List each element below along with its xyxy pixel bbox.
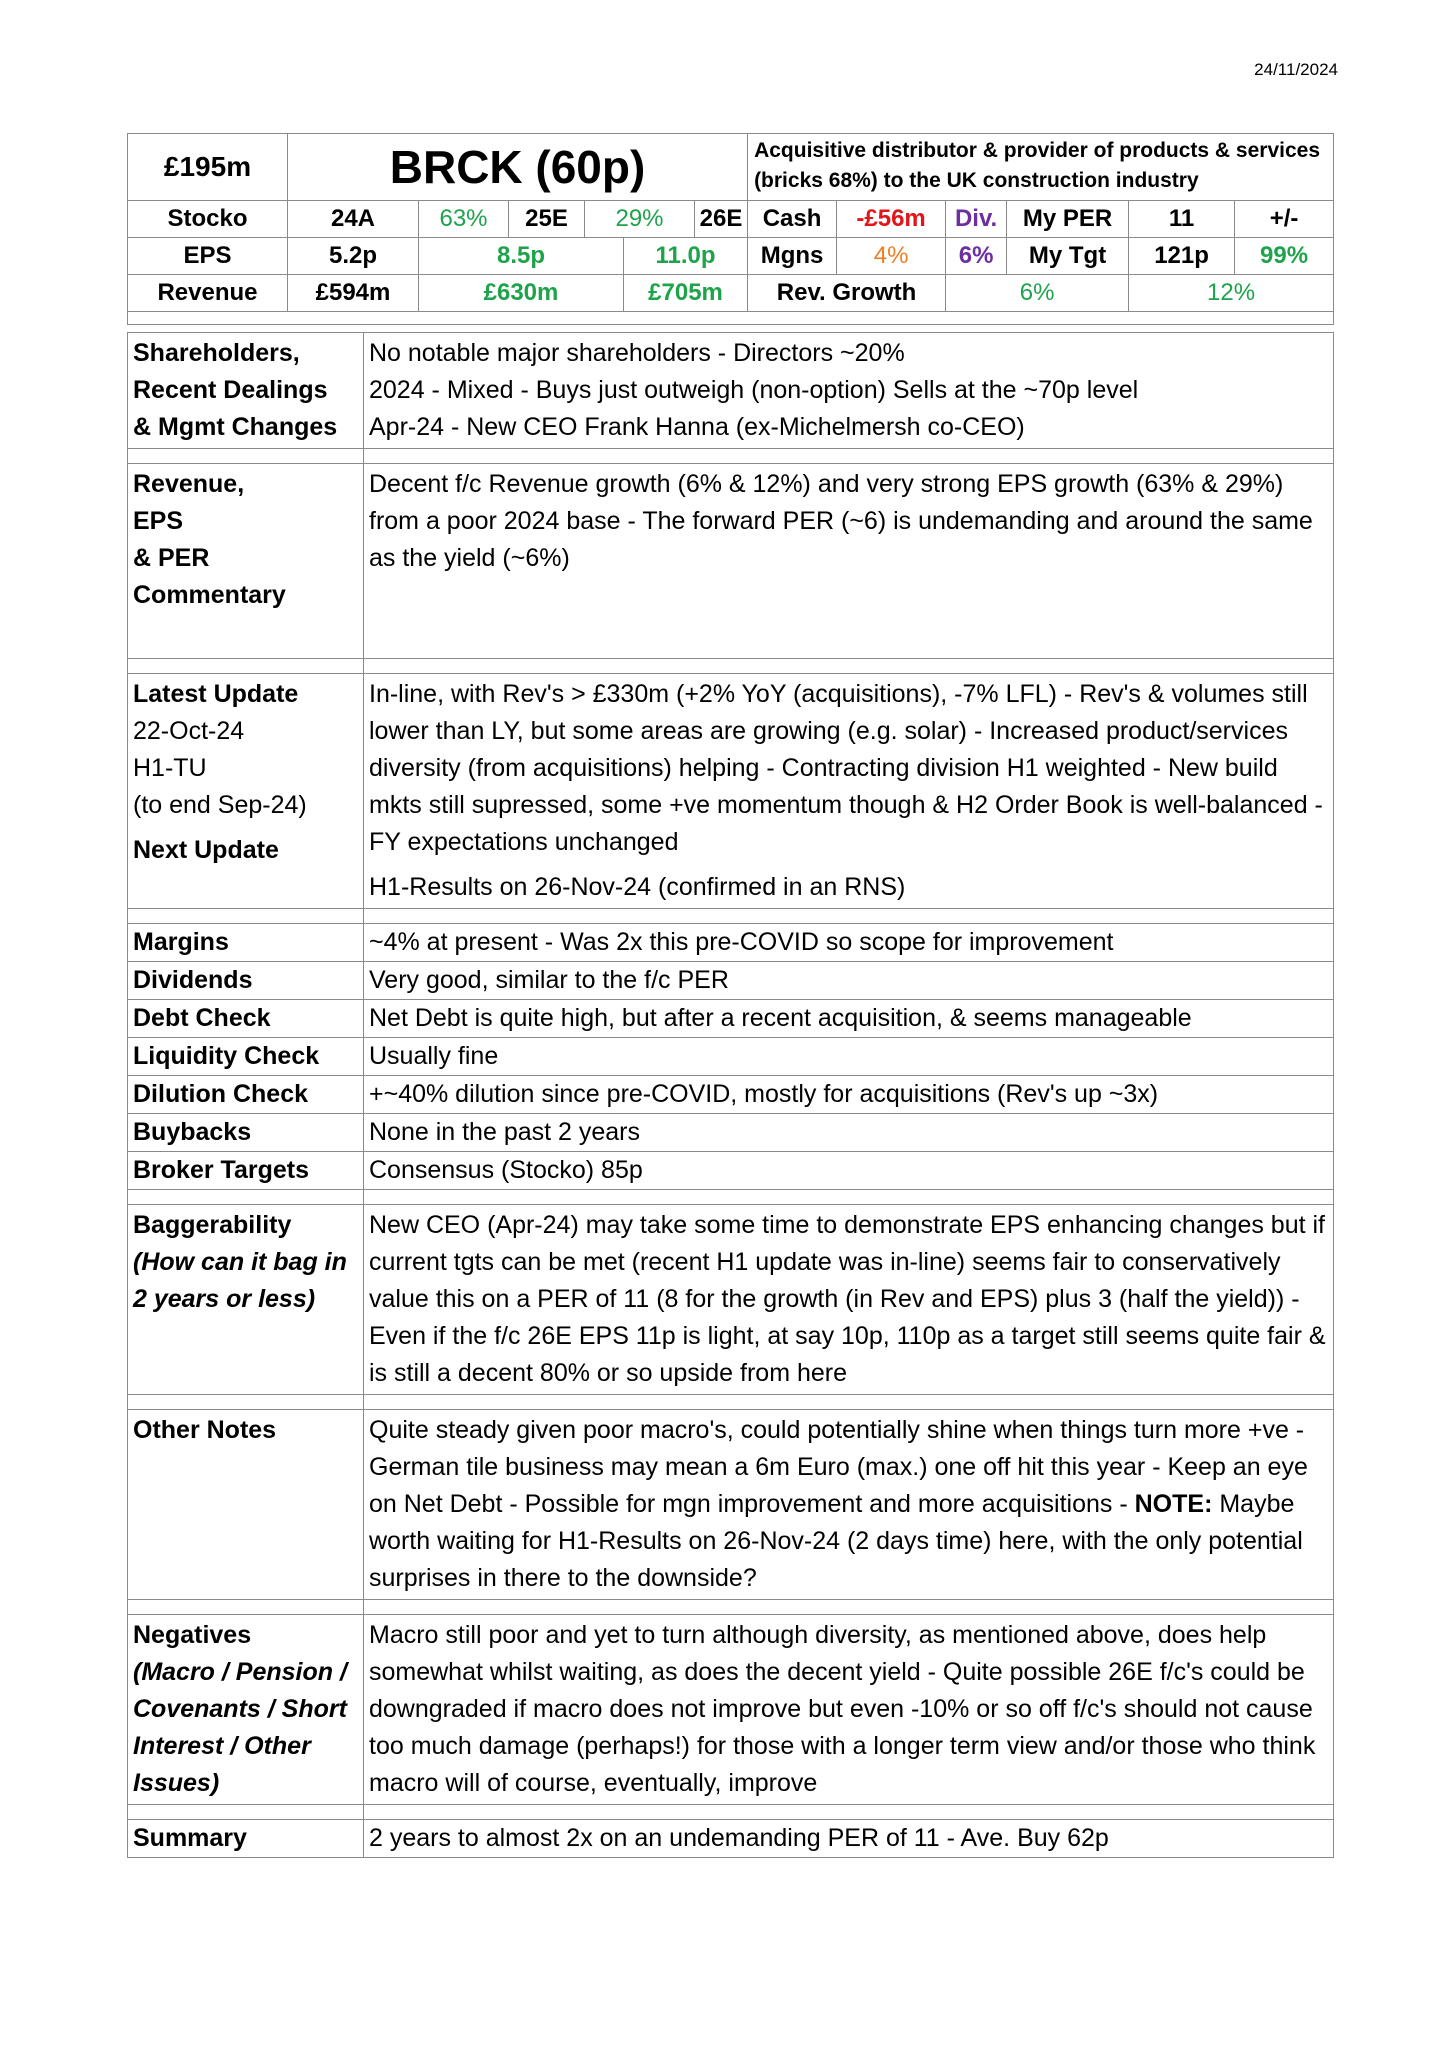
revenue-label: Revenue (128, 275, 288, 312)
revenue-25e: £630m (419, 275, 624, 312)
liquidity-check-text: Usually fine (364, 1038, 1334, 1076)
dividend-value: 6% (946, 238, 1007, 275)
my-target-label: My Tgt (1007, 238, 1129, 275)
margins-label: Mgns (748, 238, 837, 275)
dilution-check-text: +~40% dilution since pre-COVID, mostly for acquisitions (Rev's up ~3x) (364, 1076, 1334, 1114)
company-description: Acquisitive distributor & provider of products & services (bricks 68%) to the UK construction industry (748, 134, 1334, 201)
ticker-price: BRCK (60p) (288, 134, 748, 201)
other-notes-text: Quite steady given poor macro's, could potentially shine when things turn more +ve - German tile business may mean a 6m Euro (max.) one off hit this year - Keep an eye on Net Debt - Possible for mgn improvement and more acquisitions - NOTE: Maybe worth waiting for H1-Results on 26-Nov-24 (2 days time) here, with the only potential surprises in there to the downside? (364, 1410, 1334, 1600)
revenue-24a: £594m (288, 275, 419, 312)
other-notes-label: Other Notes (128, 1410, 364, 1600)
negatives-label: Negatives (Macro / Pension / Covenants / Short Interest / Other Issues) (128, 1615, 364, 1805)
negatives-text: Macro still poor and yet to turn although diversity, as mentioned above, does help somewhat whilst waiting, as does the decent yield - Quite possible 26E f/c's could be downgraded if macro does not improve but even -10% or so off f/c's should not cause too much damage (perhaps!) for those with a longer term view and/or those who think macro will of course, eventually, improve (364, 1615, 1334, 1805)
note-label: NOTE: (1134, 1490, 1213, 1518)
broker-targets-label: Broker Targets (128, 1152, 364, 1190)
market-cap: £195m (128, 134, 288, 201)
header-table (127, 133, 1334, 325)
dilution-check-label: Dilution Check (128, 1076, 364, 1114)
baggerability-label: Baggerability (How can it bag in 2 years or less) (128, 1205, 364, 1395)
next-update-text: H1-Results on 26-Nov-24 (confirmed in an RNS) (369, 873, 906, 901)
eps-24a: 5.2p (288, 238, 419, 275)
baggerability-text: New CEO (Apr-24) may take some time to demonstrate EPS enhancing changes but if current tgts can be met (recent H1 update was in-line) seems fair to conservatively value this on a PER of 11 (8 for the growth (in Rev and EPS) plus 3 (half the yield)) - Even if the f/c 26E EPS 11p is light, at say 10p, 110p as a target still seems quite fair & is still a decent 80% or so upside from here (364, 1205, 1334, 1395)
my-per-value: 11 (1129, 201, 1235, 238)
revenue-commentary-text: Decent f/c Revenue growth (6% & 12%) and very strong EPS growth (63% & 29%) from a poor 2024 base - The forward PER (~6) is undemanding and around the same as the yield (~6%) (364, 464, 1334, 659)
analysis-table (127, 332, 1334, 1858)
summary-text: 2 years to almost 2x on an undemanding PER of 11 - Ave. Buy 62p (364, 1820, 1334, 1858)
debt-check-label: Debt Check (128, 1000, 364, 1038)
eps-25e: 8.5p (419, 238, 624, 275)
shareholders-label: Shareholders, Recent Dealings & Mgmt Changes (128, 333, 364, 449)
upside-value: 99% (1235, 238, 1334, 275)
year-24a: 24A (288, 201, 419, 238)
rev-growth-25e: 6% (946, 275, 1129, 312)
margins-check-label: Margins (128, 924, 364, 962)
year-25e: 25E (509, 201, 585, 238)
my-per-label: My PER (1007, 201, 1129, 238)
stocko-label: Stocko (128, 201, 288, 238)
document-date: 24/11/2024 (1254, 60, 1338, 79)
cash-value: -£56m (837, 201, 946, 238)
my-target-value: 121p (1129, 238, 1235, 275)
cash-label: Cash (748, 201, 837, 238)
shareholders-text: No notable major shareholders - Directors ~20% 2024 - Mixed - Buys just outweigh (non-option) Sells at the ~70p level Apr-24 - New CEO Frank Hanna (ex-Michelmersh co-CEO) (364, 333, 1334, 449)
eps-26e: 11.0p (624, 238, 748, 275)
latest-update-text: In-line, with Rev's > £330m (+2% YoY (acquisitions), -7% LFL) - Rev's & volumes still lower than LY, but some areas are growing (e.g. solar) - Increased product/services diversity (from acquisitions) helping - Contracting division H1 weighted - New build mkts still supressed, some +ve momentum though & H2 Order Book is well-balanced - FY expectations unchanged H1-Results on 26-Nov-24 (confirmed in an RNS) (364, 674, 1334, 909)
debt-check-text: Net Debt is quite high, but after a recent acquisition, & seems manageable (364, 1000, 1334, 1038)
div-label: Div. (946, 201, 1007, 238)
dividends-check-text: Very good, similar to the f/c PER (364, 962, 1334, 1000)
margins-value: 4% (837, 238, 946, 275)
rev-growth-26e: 12% (1129, 275, 1334, 312)
margins-check-text: ~4% at present - Was 2x this pre-COVID so scope for improvement (364, 924, 1334, 962)
plus-minus-label: +/- (1235, 201, 1334, 238)
year-26e: 26E (695, 201, 748, 238)
buybacks-label: Buybacks (128, 1114, 364, 1152)
latest-update-label: Latest Update 22-Oct-24 H1-TU (to end Sep-24) Next Update (128, 674, 364, 909)
dividends-check-label: Dividends (128, 962, 364, 1000)
revenue-26e: £705m (624, 275, 748, 312)
eps-growth-24a: 63% (419, 201, 509, 238)
eps-growth-25e: 29% (585, 201, 695, 238)
revenue-commentary-label: Revenue, EPS & PER Commentary (128, 464, 364, 659)
liquidity-check-label: Liquidity Check (128, 1038, 364, 1076)
rev-growth-label: Rev. Growth (748, 275, 946, 312)
eps-label: EPS (128, 238, 288, 275)
summary-label: Summary (128, 1820, 364, 1858)
buybacks-text: None in the past 2 years (364, 1114, 1334, 1152)
broker-targets-text: Consensus (Stocko) 85p (364, 1152, 1334, 1190)
